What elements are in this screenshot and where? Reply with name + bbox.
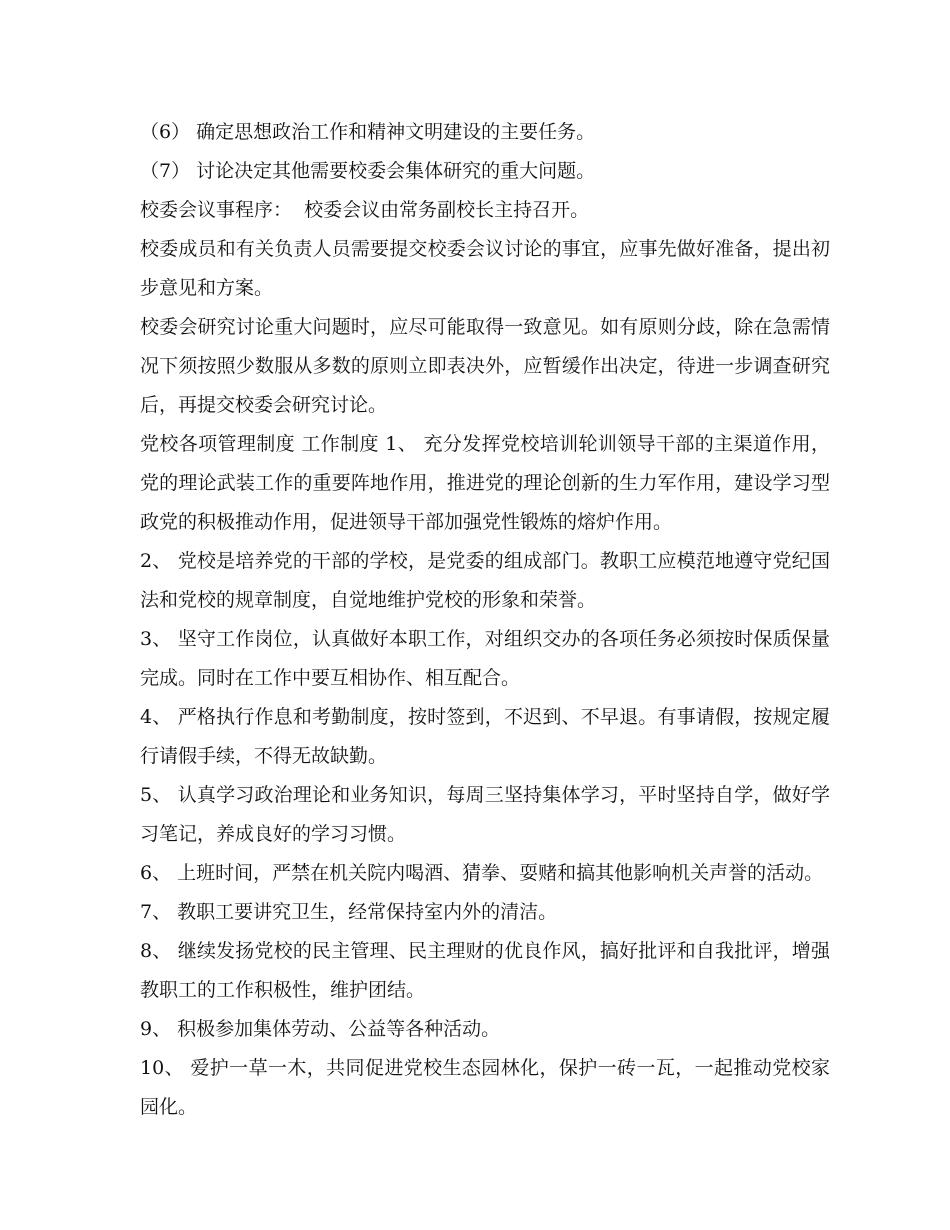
paragraph-rule-9: 9、 积极参加集体劳动、公益等各种活动。 <box>140 1018 501 1040</box>
paragraph-item-6: （6） 确定思想政治工作和精神文明建设的主要任务。 <box>140 121 596 143</box>
paragraph-rule-5: 5、 认真学习政治理论和业务知识，每周三坚持集体学习，平时坚持自学，做好学习笔记，养成良好的学习习惯。 <box>140 784 830 845</box>
paragraph-item-7: （7） 讨论决定其他需要校委会集体研究的重大问题。 <box>140 160 596 182</box>
paragraph-rule-3: 3、 坚守工作岗位，认真做好本职工作，对组织交办的各项任务必须按时保质保量完成。同时在工作中要互相协作、相互配合。 <box>140 628 830 689</box>
paragraph-rule-7: 7、 教职工要讲究卫生，经常保持室内外的清洁。 <box>140 901 558 923</box>
paragraph-rule-10: 10、 爱护一草一木，共同促进党校生态园林化，保护一砖一瓦，一起推动党校家园化。 <box>140 1057 830 1118</box>
paragraph-rule-6: 6、 上班时间，严禁在机关院内喝酒、猜拳、耍赌和搞其他影响机关声誉的活动。 <box>140 862 824 884</box>
paragraph-rule-4: 4、 严格执行作息和考勤制度，按时签到，不迟到、不早退。有事请假，按规定履行请假手续，不得无故缺勤。 <box>140 706 830 767</box>
paragraph-submission-prep: 校委成员和有关负责人员需要提交校委会议讨论的事宜，应事先做好准备，提出初步意见和方案。 <box>140 238 830 299</box>
document-body <box>140 113 830 1127</box>
paragraph-meeting-procedure: 校委会议事程序： 校委会议由常务副校长主持召开。 <box>140 199 590 221</box>
paragraph-consensus: 校委会研究讨论重大问题时，应尽可能取得一致意见。如有原则分歧，除在急需情况下须按照少数服从多数的原则立即表决外，应暂缓作出决定，待进一步调查研究后，再提交校委会研究讨论。 <box>140 316 830 416</box>
paragraph-rule-8: 8、 继续发扬党校的民主管理、民主理财的优良作风，搞好批评和自我批评，增强教职工的工作积极性，维护团结。 <box>140 940 830 1001</box>
paragraph-rule-1: 党校各项管理制度 工作制度 1、 充分发挥党校培训轮训领导干部的主渠道作用，党的理论武装工作的重要阵地作用，推进党的理论创新的生力军作用，建设学习型政党的积极推动作用，促进领导干部加强党性锻炼的熔炉作用。 <box>140 433 830 533</box>
paragraph-rule-2: 2、 党校是培养党的干部的学校，是党委的组成部门。教职工应模范地遵守党纪国法和党校的规章制度，自觉地维护党校的形象和荣誉。 <box>140 550 830 611</box>
